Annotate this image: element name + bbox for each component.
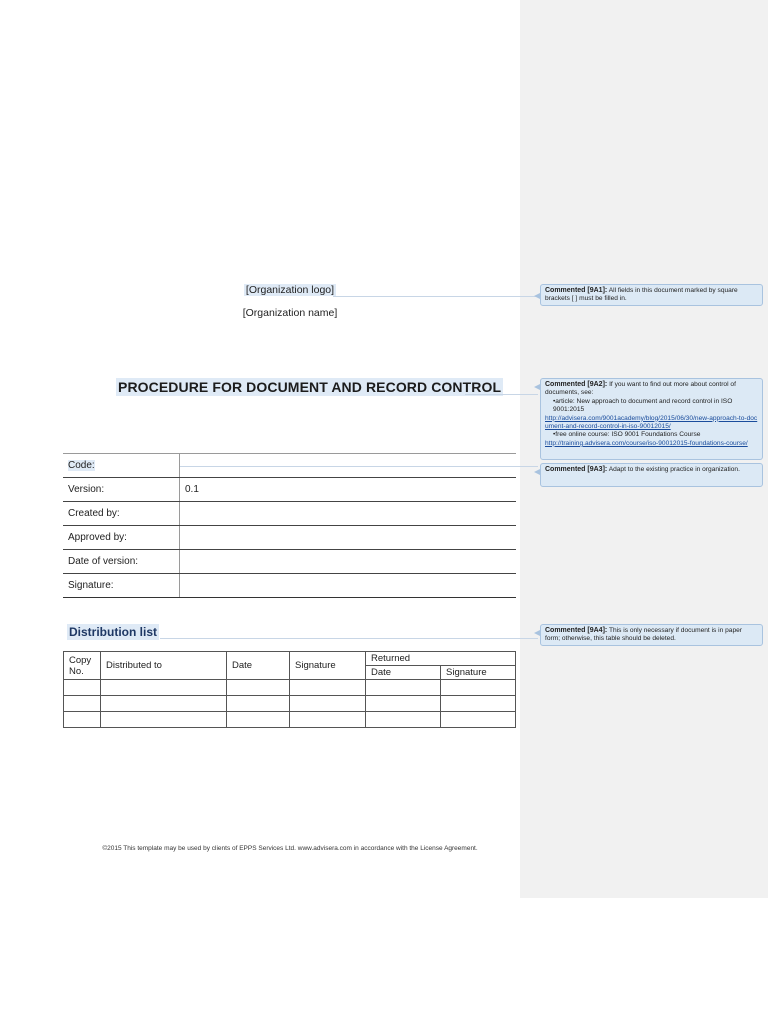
comment-list-item: •free online course: ISO 9001 Foundations Course <box>553 431 701 439</box>
returned-signature-header: Signature <box>441 666 516 680</box>
organization-name-placeholder[interactable]: [Organization name] <box>242 307 338 319</box>
table-cell[interactable] <box>290 696 366 712</box>
comment-anchor-line <box>333 296 538 297</box>
signature-value[interactable] <box>180 574 517 598</box>
comment-link[interactable]: http://training.advisera.com/course/iso-90012015-foundations-course/ <box>545 439 748 447</box>
comment-9a4[interactable] <box>540 624 763 646</box>
comment-9a3[interactable] <box>540 463 763 487</box>
version-value[interactable]: 0.1 <box>180 478 517 502</box>
table-cell[interactable] <box>227 712 290 728</box>
table-cell[interactable] <box>101 696 227 712</box>
date-of-version-value[interactable] <box>180 550 517 574</box>
table-cell[interactable] <box>101 680 227 696</box>
approved-by-label: Approved by: <box>63 526 180 550</box>
comment-id: Commented [9A3]: <box>545 466 608 473</box>
table-row <box>63 502 516 526</box>
table-header-row <box>64 652 516 666</box>
distribution-list-heading: Distribution list <box>69 625 157 639</box>
signature-header: Signature <box>290 652 366 680</box>
table-cell[interactable] <box>441 712 516 728</box>
returned-date-header: Date <box>366 666 441 680</box>
comment-text: Adapt to the existing practice in organization. <box>608 466 740 473</box>
license-footer: ©2015 This template may be used by clients of EPPS Services Ltd. www.advisera.com in accordance with the License Agreement. <box>102 845 478 852</box>
table-row <box>64 696 516 712</box>
comment-list-item: •article: New approach to document and record control in ISO 9001:2015 <box>553 397 733 414</box>
comment-id: Commented [9A4]: <box>545 627 608 634</box>
version-label: Version: <box>63 478 180 502</box>
distribution-table <box>63 651 516 728</box>
date-of-version-label: Date of version: <box>63 550 180 574</box>
date-header: Date <box>227 652 290 680</box>
comment-text: All fields in this document marked by square brackets [ ] must be filled in. <box>545 287 738 303</box>
table-cell[interactable] <box>290 680 366 696</box>
table-row <box>63 478 516 502</box>
table-cell[interactable] <box>441 696 516 712</box>
table-row <box>63 526 516 550</box>
comment-link[interactable]: http://advisera.com/9001academy/blog/2015/06/30/new-approach-to-document-and-record-control-in-iso-90012015/ <box>545 414 758 431</box>
table-cell[interactable] <box>227 696 290 712</box>
created-by-value[interactable] <box>180 502 517 526</box>
comment-anchor-line <box>465 394 538 395</box>
table-cell[interactable] <box>366 696 441 712</box>
distributed-to-header: Distributed to <box>101 652 227 680</box>
table-cell[interactable] <box>290 712 366 728</box>
table-cell[interactable] <box>64 712 101 728</box>
table-row <box>64 712 516 728</box>
document-title: PROCEDURE FOR DOCUMENT AND RECORD CONTROL <box>118 379 502 395</box>
comment-id: Commented [9A1]: <box>545 287 608 294</box>
comment-id: Commented [9A2]: <box>545 381 608 388</box>
returned-header: Returned <box>366 652 516 666</box>
code-label: Code: <box>63 454 180 478</box>
organization-logo-placeholder[interactable]: [Organization logo] <box>245 284 335 296</box>
created-by-label: Created by: <box>63 502 180 526</box>
table-cell[interactable] <box>64 680 101 696</box>
table-cell[interactable] <box>366 712 441 728</box>
table-cell[interactable] <box>64 696 101 712</box>
signature-label: Signature: <box>63 574 180 598</box>
comment-anchor-line <box>180 466 538 467</box>
table-row <box>63 574 516 598</box>
copy-no-header: Copy No. <box>64 652 101 680</box>
comment-text: This is only necessary if document is in paper form; otherwise, this table should be deleted. <box>545 627 742 643</box>
document-info-table <box>63 453 516 598</box>
approved-by-value[interactable] <box>180 526 517 550</box>
table-cell[interactable] <box>366 680 441 696</box>
comment-text: If you want to find out more about control of documents, see: <box>545 381 736 397</box>
table-cell[interactable] <box>101 712 227 728</box>
table-cell[interactable] <box>227 680 290 696</box>
comment-anchor-line <box>160 638 538 639</box>
table-row <box>63 550 516 574</box>
comment-9a1[interactable] <box>540 284 763 306</box>
table-row <box>64 680 516 696</box>
comment-9a2[interactable] <box>540 378 763 460</box>
table-cell[interactable] <box>441 680 516 696</box>
